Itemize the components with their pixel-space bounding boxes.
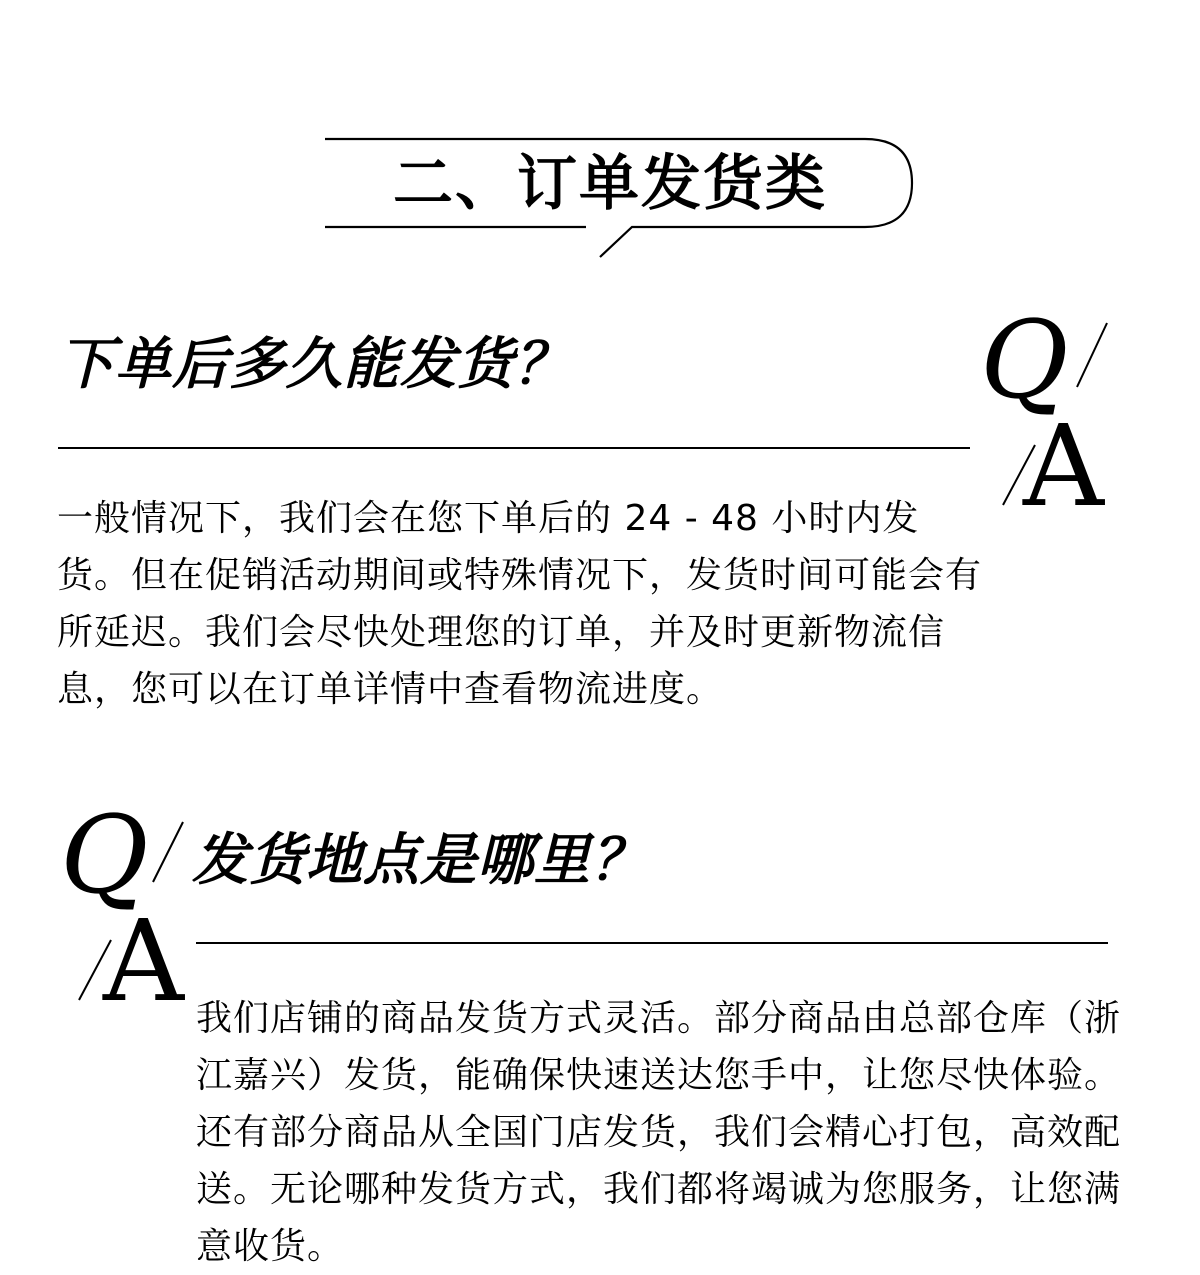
qa-monogram-icon — [55, 793, 195, 1027]
divider-2 — [196, 942, 1108, 944]
qa-logo-a-letter: A — [103, 897, 184, 1027]
qa-logo-a-letter: A — [1023, 402, 1104, 532]
qa-logo-q-letter: Q — [980, 298, 1069, 423]
faq-question-1: 下单后多久能发货？ — [58, 332, 571, 397]
qa-logo-q-letter: Q — [60, 793, 149, 918]
faq-question-2: 发货地点是哪里？ — [192, 828, 648, 893]
divider-1 — [58, 447, 970, 449]
faq-answer-1: 一般情况下，我们会在您下单后的 24 - 48 小时内发货。但在促销活动期间或特殊情况下，发货时间可能会有所延迟。我们会尽快处理您的订单，并及时更新物流信息，您可以在订单详情中查看物流进度。 — [57, 498, 983, 710]
faq-answer-2: 我们店铺的商品发货方式灵活。部分商品由总部仓库（浙江嘉兴）发货，能确保快速送达您手中，让您尽快体验。还有部分商品从全国门店发货，我们会精心打包，高效配送。无论哪种发货方式，我们都将竭诚为您服务，让您满意收货。 — [196, 998, 1122, 1267]
qa-monogram-icon — [975, 298, 1115, 532]
section-title: 二、订单发货类 — [393, 149, 827, 219]
